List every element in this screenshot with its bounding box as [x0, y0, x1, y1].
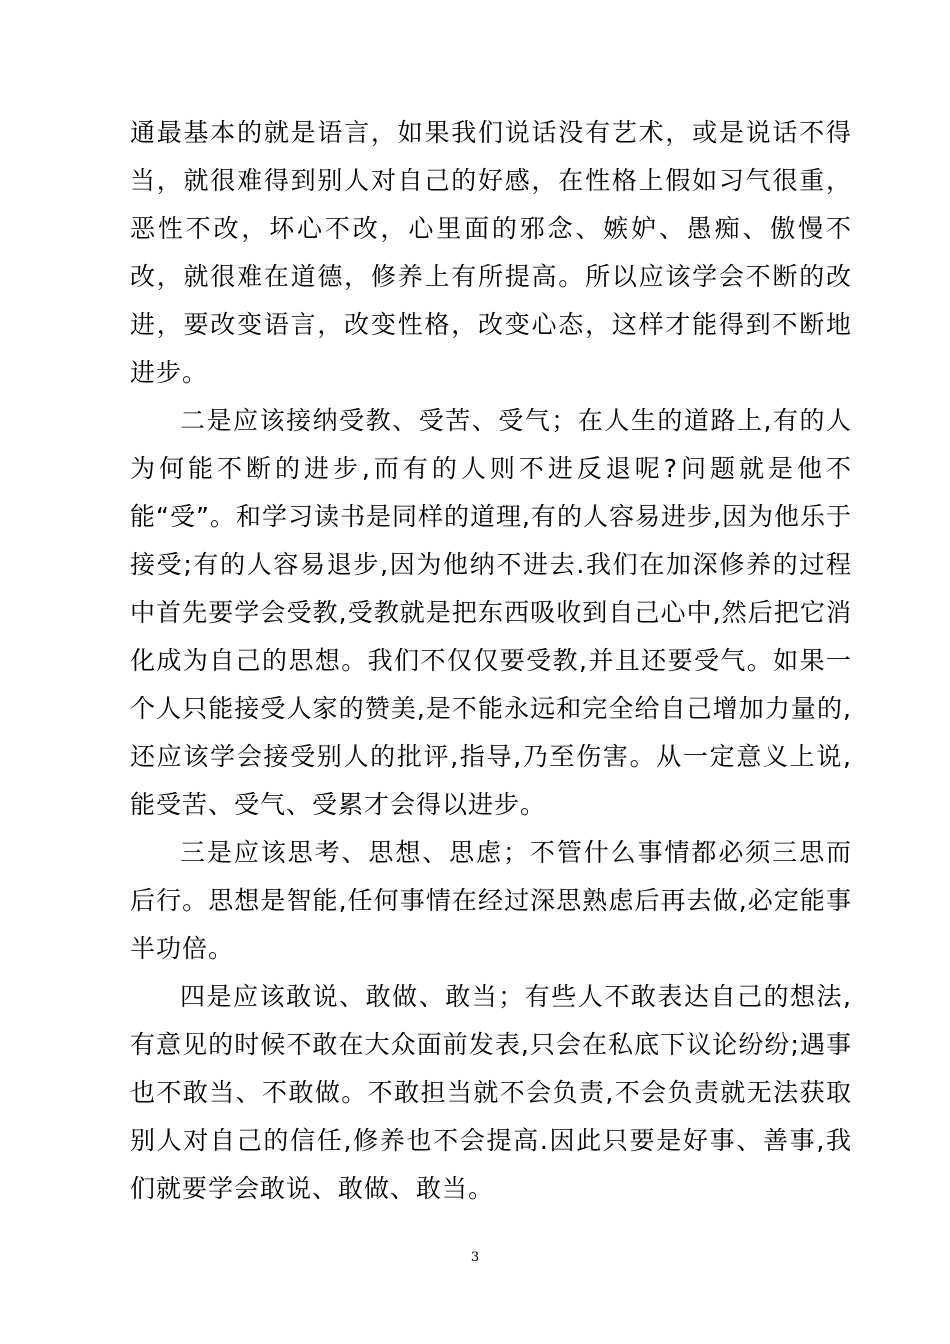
paragraph-point-three: 三是应该思考、思想、思虑；不管什么事情都必须三思而后行。思想是智能,任何事情在经过深思熟虑后再去做,必定能事半功倍。 — [130, 838, 852, 963]
paragraph-continuation: 通最基本的就是语言，如果我们说话没有艺术，或是说话不得当，就很难得到别人对自己的好感，在性格上假如习气很重，恶性不改，坏心不改，心里面的邪念、嫉妒、愚痴、傲慢不改，就很难在道德，修养上有所提高。所以应该学会不断的改进，要改变语言，改变性格，改变心态，这样才能得到不断地进步。 — [130, 118, 852, 387]
paragraph-point-two: 二是应该接纳受教、受苦、受气；在人生的道路上,有的人为何能不断的进步,而有的人则不进反退呢?问题就是他不能“受”。和学习读书是同样的道理,有的人容易进步,因为他乐于接受;有的人容易退步,因为他纳不进去.我们在加深修养的过程中首先要学会受教,受教就是把东西吸收到自己心中,然后把它消化成为自己的思想。我们不仅仅要受教,并且还要受气。如果一个人只能接受人家的赞美,是不能永远和完全给自己增加力量的,还应该学会接受别人的批评,指导,乃至伤害。从一定意义上说,能受苦、受气、受累才会得以进步。 — [130, 406, 852, 819]
body-text — [130, 109, 852, 1213]
page-number: 3 — [470, 1250, 480, 1265]
paragraph-point-four: 四是应该敢说、敢做、敢当；有些人不敢表达自己的想法,有意见的时候不敢在大众面前发表,只会在私底下议论纷纷;遇事也不敢当、不敢做。不敢担当就不会负责,不会负责就无法获取别人对自己的信任,修养也不会提高.因此只要是好事、善事,我们就要学会敢说、敢做、敢当。 — [130, 982, 852, 1203]
